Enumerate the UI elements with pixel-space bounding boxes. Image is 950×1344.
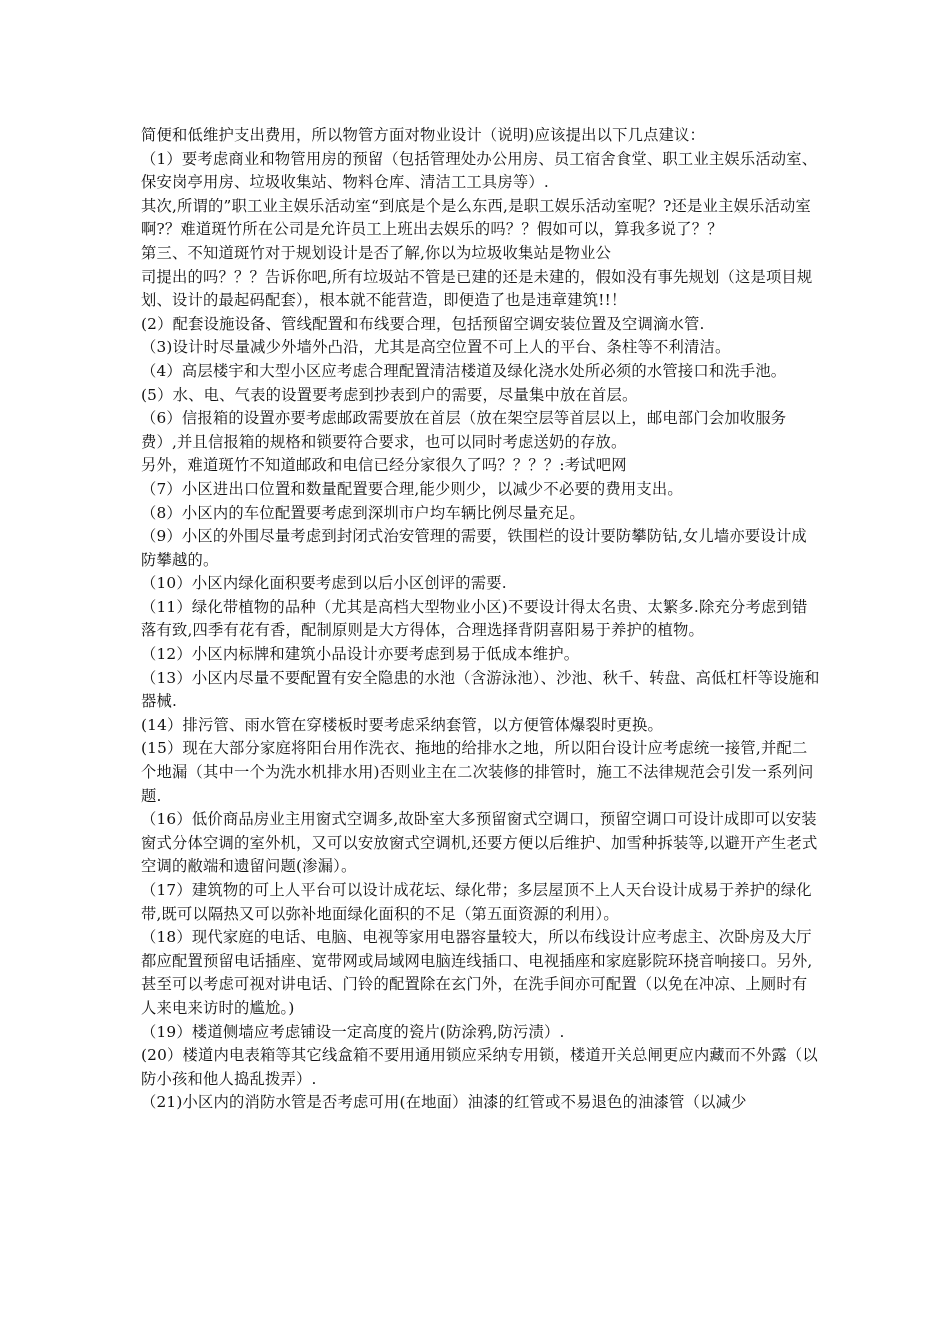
paragraph-item-4: （4）高层楼宇和大型小区应考虑合理配置清洁楼道及绿化浇水处所必须的水管接口和洗手池。 xyxy=(141,361,787,380)
paragraph-item-5: (5）水、电、气表的设置要考虑到抄表到户的需要，尽量集中放在首层。 xyxy=(141,385,638,404)
paragraph-item-15: (15）现在大部分家庭将阳台用作洗衣、拖地的给排水之地，所以阳台设计应考虑统一接管,并配二个地漏（其中一个为洗水机排水用)否则业主在二次装修的排管时，施工不法律规范会引发一系列问题. xyxy=(141,739,814,805)
paragraph-item-7: （7）小区进出口位置和数量配置要合理,能少则少，以减少不必要的费用支出。 xyxy=(141,479,683,498)
paragraph-item-11: （11）绿化带植物的品种（尤其是高档大型物业小区)不要设计得太名贵、太繁多.除充分考虑到错落有致,四季有花有香，配制原则是大方得体，合理选择背阴喜阳易于养护的植物。 xyxy=(141,597,808,640)
paragraph-item-3: （3)设计时尽量减少外墙外凸沿，尤其是高空位置不可上人的平台、条柱等不利清洁。 xyxy=(141,338,731,357)
paragraph-item-1: （1）要考虑商业和物管用房的预留（包括管理处办公用房、员工宿舍食堂、职工业主娱乐活动室、保安岗亭用房、垃圾收集站、物料仓库、清洁工工具房等）. xyxy=(141,149,818,192)
document-body xyxy=(141,124,821,1115)
paragraph-comment-postal: 另外，难道斑竹不知道邮政和电信已经分家很久了吗？？？？:考试吧网 xyxy=(141,456,627,475)
paragraph-item-9: （9）小区的外围尽量考虑到封闭式治安管理的需要，铁围栏的设计要防攀防钻,女儿墙亦要设计成防攀越的。 xyxy=(141,527,807,569)
paragraph-item-12: （12）小区内标牌和建筑小品设计亦要考虑到易于低成本维护。 xyxy=(141,645,580,664)
paragraph-intro: 简便和低维护支出费用，所以物管方面对物业设计（说明)应该提出以下几点建议： xyxy=(141,126,706,144)
paragraph-item-2: (2）配套设施设备、管线配置和布线要合理，包括预留空调安装位置及空调滴水管. xyxy=(141,314,705,333)
paragraph-comment-third-a: 第三、不知道斑竹对于规划设计是否了解,你以为垃圾收集站是物业公 xyxy=(141,243,611,262)
paragraph-item-20: (20）楼道内电表箱等其它线盒箱不要用通用锁应采纳专用锁，楼道开关总闸更应内藏而不外露（以防小孩和他人捣乱拨弄）. xyxy=(141,1046,818,1088)
paragraph-item-16: （16）低价商品房业主用窗式空调多,故卧室大多预留窗式空调口，预留空调口可设计成即可以安装窗式分体空调的室外机，又可以安放窗式空调机,还要方便以后维护、加雪种拆装等,以避开产生老式空调的敝端和遗留问题(渗漏）。 xyxy=(141,810,818,876)
paragraph-item-17: （17）建筑物的可上人平台可以设计成花坛、绿化带；多层屋顶不上人天台设计成易于养护的绿化带,既可以隔热又可以弥补地面绿化面积的不足（第五面资源的利用）。 xyxy=(141,881,812,923)
paragraph-comment-secondly: 其次,所谓的”职工业主娱乐活动室“到底是个是么东西,是职工娱乐活动室呢？?还是业主娱乐活动室啊?？难道斑竹所在公司是允许员工上班出去娱乐的吗？？假如可以，算我多说了？？ xyxy=(141,196,811,239)
paragraph-item-6: （6）信报箱的设置亦要考虑邮政需要放在首层（放在架空层等首层以上，邮电部门会加收服务费）,并且信报箱的规格和锁要符合要求，也可以同时考虑送奶的存放。 xyxy=(141,409,787,451)
paragraph-item-8: （8）小区内的车位配置要考虑到深圳市户均车辆比例尽量充足。 xyxy=(141,503,585,522)
paragraph-item-19: （19）楼道侧墙应考虑铺设一定高度的瓷片(防涂鸦,防污渍）. xyxy=(141,1022,565,1041)
paragraph-item-18: （18）现代家庭的电话、电脑、电视等家用电器容量较大，所以布线设计应考虑主、次卧房及大厅都应配置预留电话插座、宽带网或局域网电脑连线插口、电视插座和家庭影院环挠音响接口。另外,甚至可以考虑可视对讲电话、门铃的配置除在玄门外，在洗手间亦可配置（以免在冲凉、上厕时有人来电来访时的尴尬。) xyxy=(141,928,813,1017)
paragraph-item-21: （21)小区内的消防水管是否考虑可用(在地面）油漆的红管或不易退色的油漆管（以减少 xyxy=(141,1093,747,1112)
paragraph-item-13: （13）小区内尽量不要配置有安全隐患的水池（含游泳池）、沙池、秋千、转盘、高低杠杆等设施和器械. xyxy=(141,668,820,711)
paragraph-comment-third-b: 司提出的吗？？？告诉你吧,所有垃圾站不管是已建的还是未建的，假如没有事先规划（这是项目规划、设计的最起码配套），根本就不能营造，即便造了也是违章建筑!!！ xyxy=(141,267,813,310)
paragraph-item-10: （10）小区内绿化面积要考虑到以后小区创评的需要. xyxy=(141,574,507,593)
paragraph-item-14: (14）排污管、雨水管在穿楼板时要考虑采纳套管，以方便管体爆裂时更换。 xyxy=(141,715,663,734)
